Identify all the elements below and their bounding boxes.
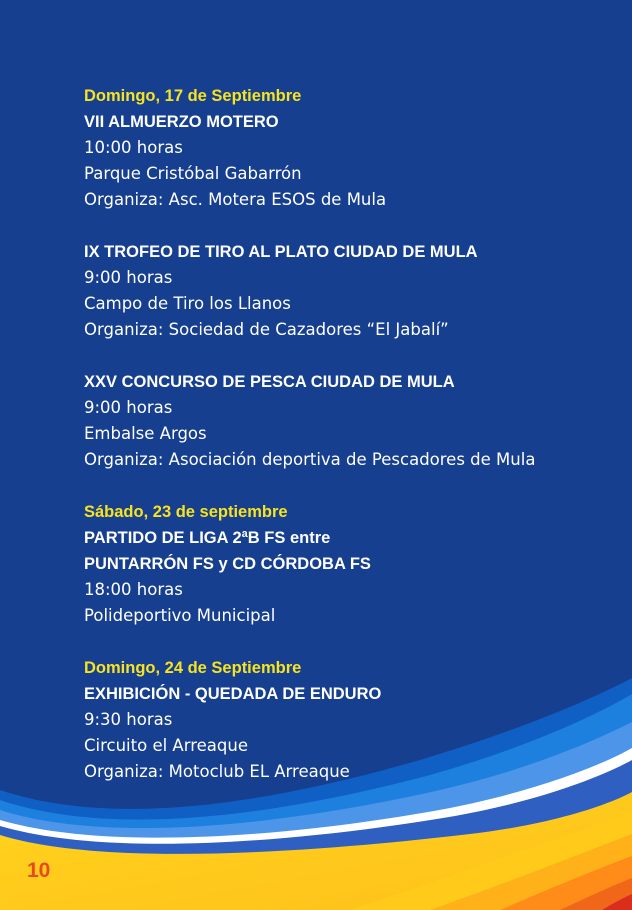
event-organizer: Organiza: Asociación deportiva de Pescadores de Mula [84, 450, 536, 469]
event-item [84, 239, 614, 343]
event-time: 9:30 horas [84, 710, 173, 729]
event-item [84, 655, 614, 785]
event-date: Domingo, 24 de Septiembre [84, 659, 302, 677]
event-item [84, 369, 614, 473]
event-title: VII ALMUERZO MOTERO [84, 113, 279, 131]
event-title: XXV CONCURSO DE PESCA CIUDAD DE MULA [84, 373, 455, 391]
event-title: EXHIBICIÓN - QUEDADA DE ENDURO [84, 685, 382, 703]
event-time: 9:00 horas [84, 268, 173, 287]
event-organizer: Organiza: Motoclub EL Arreaque [84, 762, 350, 781]
event-title: PARTIDO DE LIGA 2ªB FS entre [84, 529, 331, 547]
event-title-continuation: PUNTARRÓN FS y CD CÓRDOBA FS [84, 555, 371, 573]
event-location: Embalse Argos [84, 424, 207, 443]
event-date: Sábado, 23 de septiembre [84, 503, 288, 521]
event-location: Circuito el Arreaque [84, 736, 248, 755]
event-location: Campo de Tiro los Llanos [84, 294, 291, 313]
page-number: 10 [27, 859, 51, 882]
events-list [84, 83, 614, 811]
event-location: Polideportivo Municipal [84, 606, 276, 625]
event-item [84, 83, 614, 213]
event-date: Domingo, 17 de Septiembre [84, 87, 302, 105]
event-time: 18:00 horas [84, 580, 183, 599]
event-location: Parque Cristóbal Gabarrón [84, 164, 302, 183]
event-organizer: Organiza: Sociedad de Cazadores “El Jabalí” [84, 320, 449, 339]
event-time: 9:00 horas [84, 398, 173, 417]
event-time: 10:00 horas [84, 138, 183, 157]
event-organizer: Organiza: Asc. Motera ESOS de Mula [84, 190, 387, 209]
event-title: IX TROFEO DE TIRO AL PLATO CIUDAD DE MULA [84, 243, 478, 261]
event-item [84, 499, 614, 629]
